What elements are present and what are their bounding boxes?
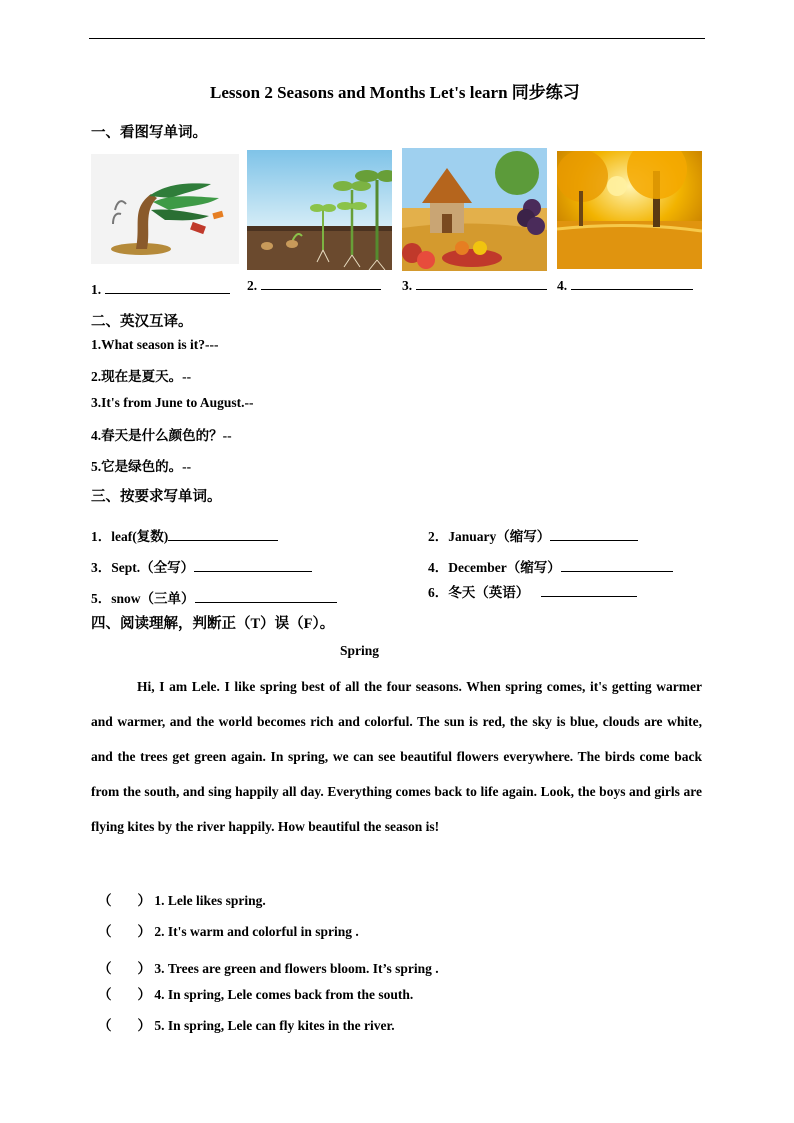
true-false-statement: （ ） 4. In spring, Lele comes back from the south. [98,987,414,1002]
header-rule [89,38,705,39]
word-blank-5[interactable] [195,590,337,603]
section3-heading: 三、按要求写单词。 [91,489,222,505]
true-false-statement: （ ） 2. It's warm and colorful in spring . [98,924,359,939]
word-blank-3[interactable] [194,559,312,572]
harvest-wheat-photo [402,148,547,271]
word-blank-1[interactable] [168,528,278,541]
answer-blank-1[interactable] [105,281,230,294]
word-item-3: 3．Sept.（全写） [91,556,312,576]
true-false-statement: （ ） 1. Lele likes spring. [98,893,266,908]
word-blank-4[interactable] [561,559,673,572]
translation-item: 1.What season is it?--- [91,337,219,352]
passage-title: Spring [340,643,380,658]
word-item-4: 4．December（缩写） [428,556,673,576]
word-item-2: 2．January（缩写） [428,525,638,545]
picture2-answer: 2. [247,277,381,294]
autumn-park-photo [557,151,702,269]
section1-heading: 一、看图写单词。 [91,125,207,141]
true-false-statement: （ ） 3. Trees are green and flowers bloom. It’s spring . [98,961,439,976]
translation-item: 3.It's from June to August.-- [91,395,254,410]
windy-tree-illustration [91,154,239,264]
page-title: Lesson 2 Seasons and Months Let's learn 同步练习 [210,83,580,102]
translation-item: 5.它是绿色的。-- [91,459,192,474]
section4-heading: 四、阅读理解，判断正（T）误（F）。 [91,616,335,632]
answer-blank-3[interactable] [416,277,547,290]
reading-passage: Hi, I am Lele. I like spring best of all the four seasons. When spring comes, it's getting warmer and warmer, and the world becomes rich and colorful. The sun is red, the sky is blue, clouds are white, and the trees get green again. In spring, we can see beautiful flowers everywhere. The birds come back from the south, and sing happily all day. Everything comes back to life again. Look, the boys and girls are flying kites by the river happily. How beautiful the season is! [91,679,702,834]
word-item-6: 6．冬天（英语） [428,581,637,601]
sprouting-seeds-photo [247,150,392,270]
word-item-5: 5．snow（三单） [91,587,337,607]
translation-item: 2.现在是夏天。-- [91,369,192,384]
word-item-1: 1．leaf(复数) [91,525,278,545]
section2-heading: 二、英汉互译。 [91,314,193,330]
word-blank-2[interactable] [550,528,638,541]
answer-blank-4[interactable] [571,277,693,290]
picture1-answer: 1. [91,281,230,298]
true-false-statement: （ ） 5. In spring, Lele can fly kites in the river. [98,1018,395,1033]
picture3-answer: 3. [402,277,547,294]
word-blank-6[interactable] [541,584,637,597]
picture4-answer: 4. [557,277,693,294]
answer-blank-2[interactable] [261,277,381,290]
translation-item: 4.春天是什么颜色的？-- [91,428,232,443]
